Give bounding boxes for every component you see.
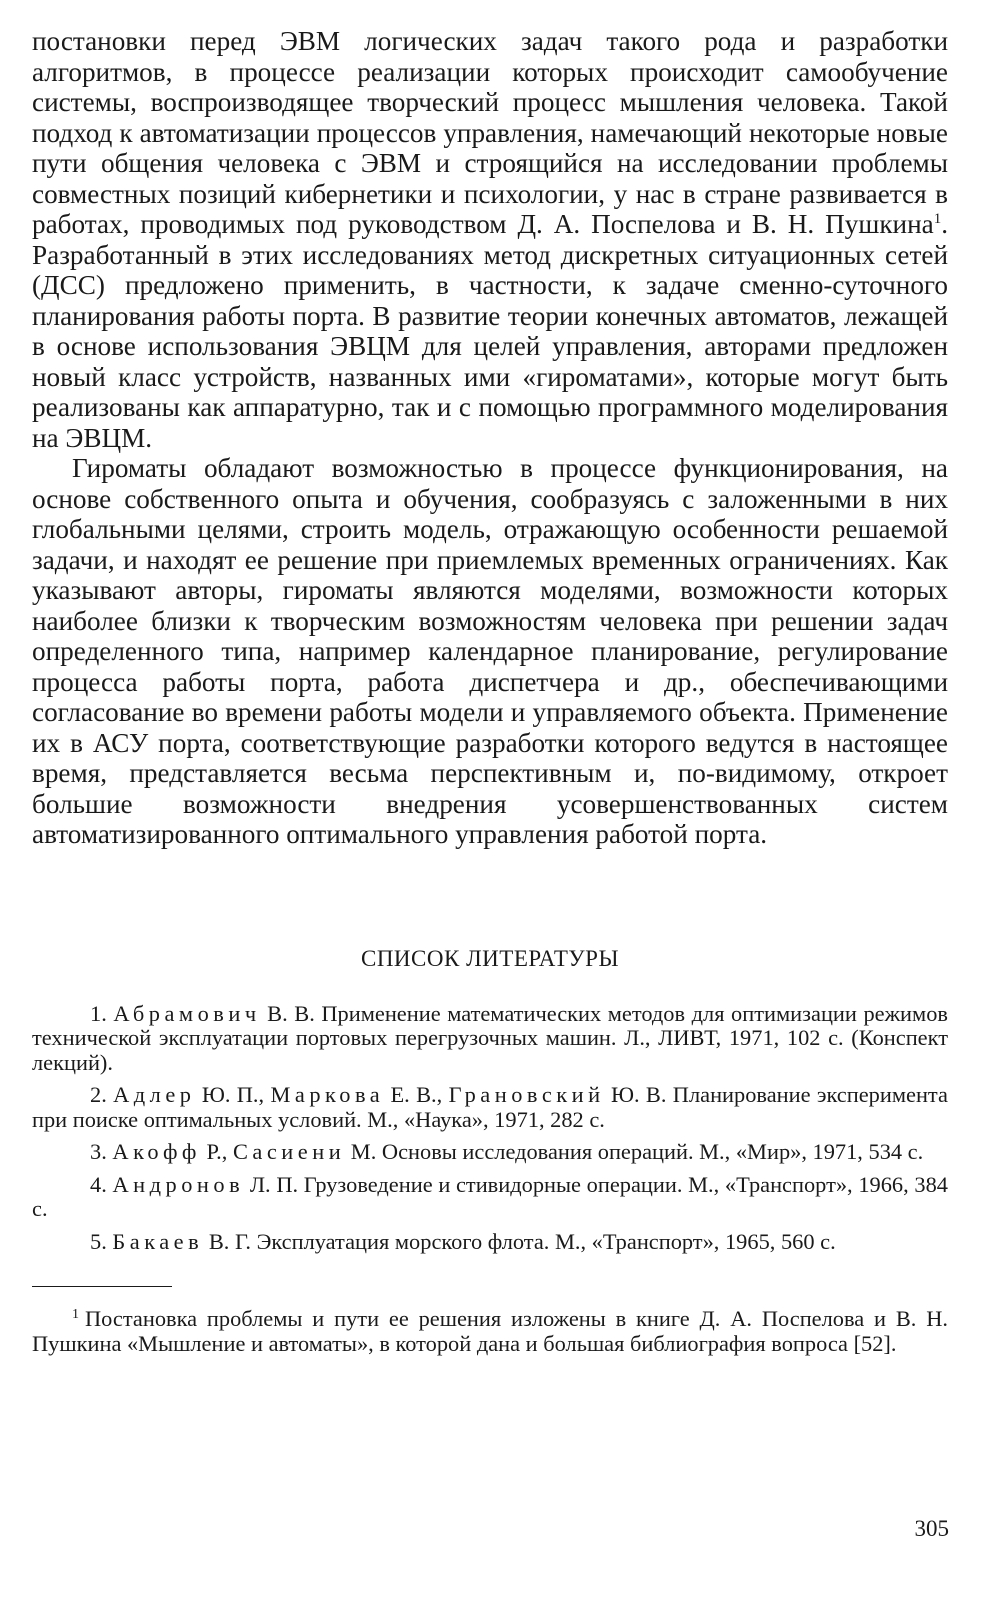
reference-item xyxy=(32,1083,948,1132)
reference-number: 1. xyxy=(90,1000,107,1026)
page-number: 305 xyxy=(914,1516,949,1541)
reference-text: Грузоведение и стивидорные операции. М., «Транспорт», 1966, 384 с. xyxy=(32,1171,948,1221)
reference-author: Акофф xyxy=(112,1139,201,1164)
reference-author: Грановский xyxy=(448,1082,605,1107)
reference-author: Бакаев xyxy=(112,1228,204,1254)
reference-number: 4. xyxy=(90,1171,107,1197)
reference-initials: В. Г. xyxy=(208,1228,251,1254)
reference-author: Маркова xyxy=(270,1082,385,1107)
reference-text: Применение математических методов для оптимизации режимов технической эксплуатации портовых перегрузочных машин. Л., ЛИВТ, 1971, 102 с. (Конспект лекций). xyxy=(32,1000,948,1075)
paragraph-1-continuation: . Разработанный в этих исследованиях метод дискретных ситуационных сетей (ДСС) предложено применить, в частности, к задаче сменно-суточного планирования работы порта. В развитие теории конечных автоматов, лежащей в основе использования ЭВЦМ для целей управления, авторами предложен новый класс устройств, названных ими «гироматами», которые могут быть реализованы как аппаратурно, так и с помощью программного моделирования на ЭВЦМ. xyxy=(32,209,948,453)
reference-text: Эксплуатация морского флота. М., «Транспорт», 1965, 560 с. xyxy=(256,1228,836,1254)
reference-initials: Л. П. xyxy=(249,1171,299,1197)
reference-initials: М. xyxy=(350,1139,377,1164)
references-list xyxy=(32,1002,948,1255)
reference-item xyxy=(32,1002,948,1076)
reference-item xyxy=(32,1173,948,1222)
paragraph-1-text: постановки перед ЭВМ логических задач такого рода и разработки алгоритмов, в процессе реализации которых происходит самообучение системы, воспроизводящее творческий процесс мышления человека. Такой подход к автоматизации процессов управления, намечающий некоторые новые пути общения человека с ЭВМ и строящийся на исследовании проблемы совместных позиций кибернетики и психологии, у нас в стране развивается в работах, проводимых под руководством Д. А. Поспелова и В. Н. Пушкина xyxy=(32,26,948,239)
footnote-mark: 1 xyxy=(72,1306,79,1322)
reference-author: Адлер xyxy=(113,1082,196,1107)
page-content xyxy=(32,26,948,1356)
reference-initials: Р., xyxy=(206,1139,228,1164)
footnote-text: Постановка проблемы и пути ее решения изложены в книге Д. А. Поспелова и В. Н. Пушкина «Мышление и автоматы», в которой дана и большая библиография вопроса [52]. xyxy=(32,1306,948,1356)
paragraph-2: Гироматы обладают возможностью в процессе функционирования, на основе собственного опыта и обучения, сообразуясь с заложенными в них глобальными целями, строить модель, отражающую особенности решаемой задачи, и находят ее решение при приемлемых временных ограничениях. Как указывают авторы, гироматы являются моделями, возможности которых наиболее близки к творческим возможностям человека при решении задач определенного типа, например календарное планирование, регулирование процесса работы порта, работа диспетчера и др., обеспечивающими согласование во времени работы модели и управляемого объекта. Применение их в АСУ порта, соответствующие разработки которого ведутся в настоящее время, представляется весьма перспективным и, по-видимому, откроет большие возможности внедрения усовершенствованных систем автоматизированного оптимального управления работой порта. xyxy=(32,453,948,849)
reference-item xyxy=(32,1230,948,1255)
reference-initials: Ю. В. xyxy=(610,1082,667,1107)
reference-initials: В. В. xyxy=(267,1000,315,1026)
reference-author: Абрамович xyxy=(113,1000,261,1026)
footnote-divider xyxy=(32,1286,172,1287)
reference-author: Андронов xyxy=(112,1171,245,1197)
footnote-reference[interactable]: 1 xyxy=(933,210,942,227)
paragraph-1 xyxy=(32,26,948,453)
references-title: СПИСОК ЛИТЕРАТУРЫ xyxy=(360,945,620,971)
footnote xyxy=(32,1307,948,1356)
reference-initials: Ю. П., xyxy=(201,1082,265,1107)
reference-item xyxy=(32,1140,948,1165)
reference-number: 2. xyxy=(90,1082,107,1107)
reference-text: Планирование эксперимента при поиске оптимальных условий. М., «Наука», 1971, 282 с. xyxy=(32,1082,948,1132)
reference-text: Основы исследования операций. М., «Мир», 1971, 534 с. xyxy=(381,1139,924,1164)
reference-author: Сасиени xyxy=(232,1139,346,1164)
reference-initials: Е. В., xyxy=(390,1082,443,1107)
reference-number: 3. xyxy=(90,1139,107,1164)
reference-number: 5. xyxy=(90,1228,107,1254)
